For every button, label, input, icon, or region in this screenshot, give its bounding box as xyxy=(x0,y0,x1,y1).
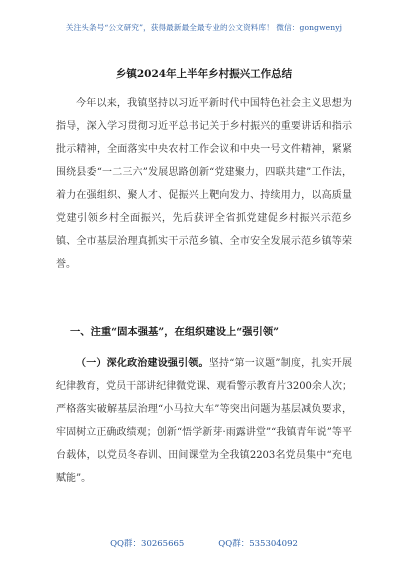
section-heading: 一、注重“固本强基”，在组织建设上“强引领” xyxy=(70,326,280,338)
subsection-lead: （一）深化政治建设强引领。 xyxy=(76,358,209,369)
qq-group-1: QQ群：30265665 xyxy=(110,539,185,549)
document-title: 乡镇2024年上半年乡村振兴工作总结 xyxy=(115,68,293,80)
subsection-paragraph xyxy=(56,352,352,490)
subsection-body: 坚持“第一议题”制度，扎实开展纪律教育，党员干部讲纪律微党课、观看警示教育片3200余人次；严格落实破解基层治理“小马拉大车”等突出问题为基层减负要求，牢固树立正确政绩观；创新“悟学新芽·雨露讲堂”“我镇青年说”等平台载体，以党员冬春训、田间课堂为全我镇2203名党员集中“充电赋能”。 xyxy=(56,358,352,484)
intro-paragraph: 今年以来，我镇坚持以习近平新时代中国特色社会主义思想为指导，深入学习贯彻习近平总书记关于乡村振兴的重要讲话和指示批示精神，全面落实中央农村工作会议和中央一号文件精神，紧紧围绕县委“一二三六”发展思路创新“党建聚力，四联共建”工作法，着力在强组织、聚人才、促振兴上靶向发力、持续用力，以高质量党建引领乡村全面振兴，先后获评全省抓党建促乡村振兴示范乡镇、全市基层治理真抓实干示范乡镇、全市安全发展示范乡镇等荣誉。 xyxy=(56,98,352,270)
footer-contacts xyxy=(0,537,408,549)
promo-banner: 关注头条号“公文研究”，获得最新最全最专业的公文资料库！ 微信：gongwenyj xyxy=(65,23,343,32)
qq-group-2: QQ群：535304092 xyxy=(218,539,298,549)
